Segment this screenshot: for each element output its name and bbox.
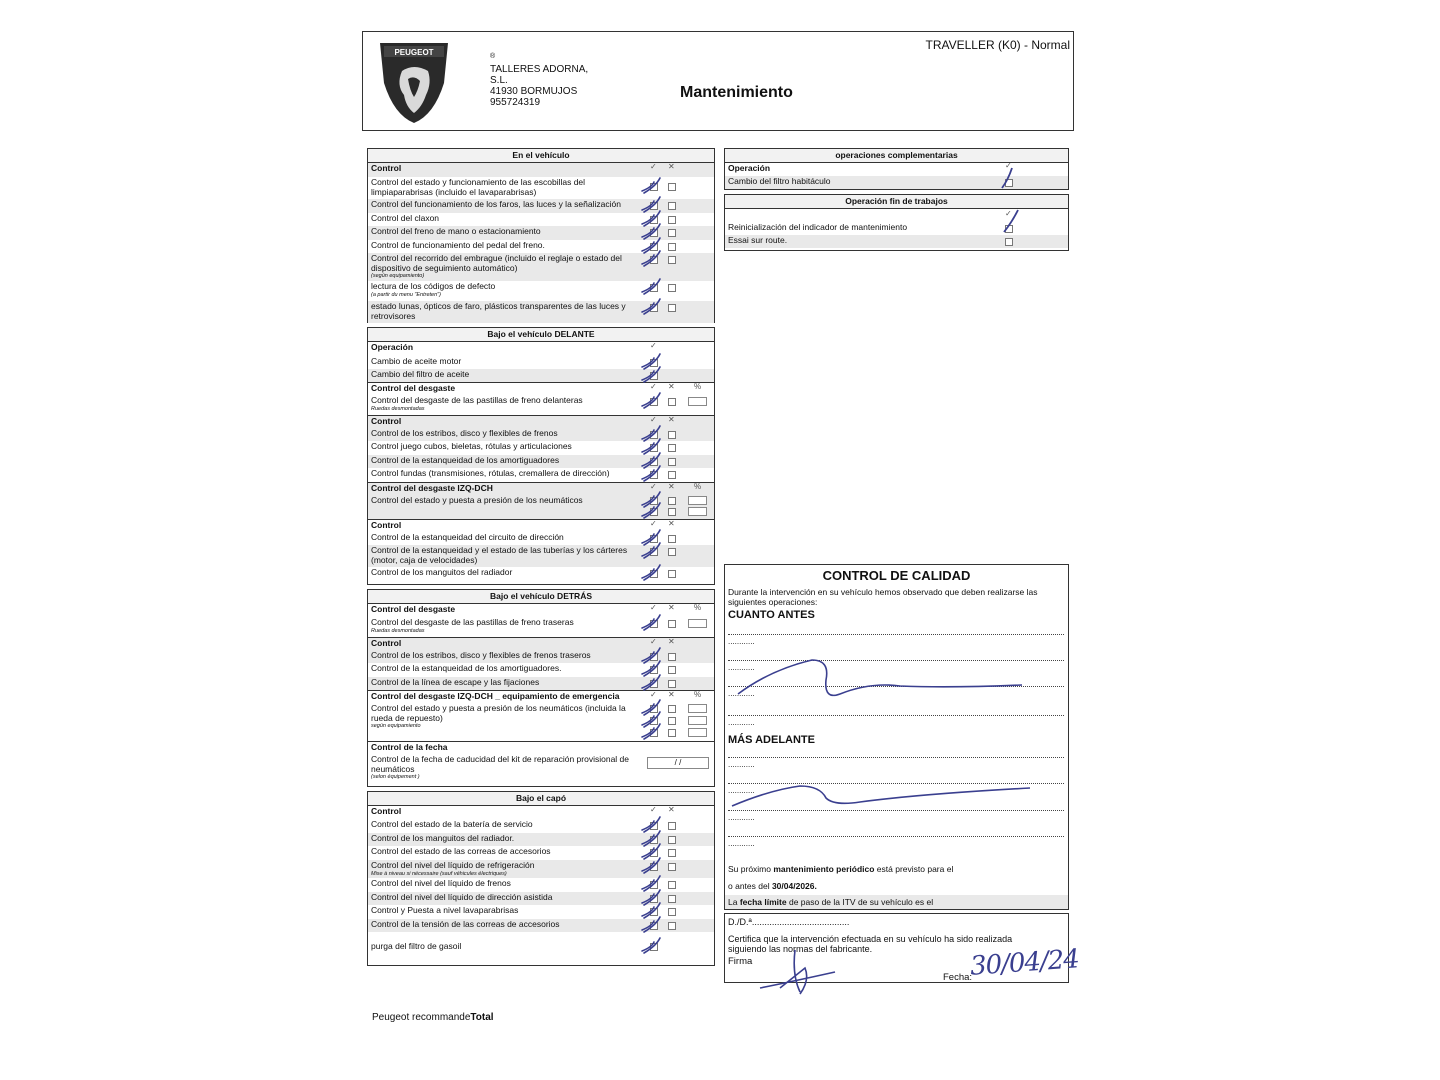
percent-field[interactable] [688,496,707,505]
itv-text [725,895,1068,909]
row-label: purga del filtro de gasoil [371,941,462,951]
ok-checkbox[interactable] [650,943,658,951]
section-en-el-vehiculo [367,148,715,323]
fail-checkbox[interactable] [668,836,676,844]
row-note: Ruedas desmontadas [371,405,425,412]
logo-text: PEUGEOT [394,48,434,57]
percent-label: % [694,382,702,391]
row-note: Ruedas desmontadas [371,627,425,634]
percent-field[interactable] [688,397,707,406]
table-row [368,878,714,892]
table-row [368,932,714,962]
quality-title: CONTROL DE CALIDAD [822,568,971,583]
table-row [368,650,714,663]
ok-checkbox[interactable] [650,398,658,406]
row-label: Control del estado y puesta a presión de los neumáticos (incluida la rueda de repuesto) [371,703,626,723]
dotted-short: ............ [728,663,755,672]
row-heading [368,519,714,532]
table-row [725,176,1068,189]
fail-checkbox[interactable] [668,284,676,292]
ok-checkbox[interactable] [650,570,658,578]
row-label: Control del nivel del líquido de frenos [371,878,511,888]
check-mark-icon: ✓ [650,637,657,646]
row-heading [368,163,714,177]
table-row [368,567,714,580]
table-row [368,532,714,545]
ok-checkbox[interactable] [650,822,658,830]
check-mark-icon: ✓ [1005,161,1012,170]
section-bajo-detras [367,589,715,787]
row-label: Control del desgaste de las pastillas de freno traseras [371,617,574,627]
table-row [368,281,714,301]
section-title: Bajo el vehículo DELANTE [368,328,714,342]
ok-checkbox[interactable] [650,243,658,251]
fail-checkbox[interactable] [668,849,676,857]
row-label: Control de los manguitos del radiador [371,567,513,577]
row-label: Control fundas (transmisiones, rótulas, cremallera de dirección) [371,468,610,478]
check-mark-icon: ✓ [650,482,657,491]
row-heading [368,342,714,356]
ok-checkbox[interactable] [650,849,658,857]
row-label: Control del estado y puesta a presión de los neumáticos [371,495,583,505]
row-label: Control de los estribos, disco y flexibles de frenos [371,428,558,438]
fail-checkbox[interactable] [668,620,676,628]
ok-checkbox[interactable] [650,372,658,380]
fail-checkbox[interactable] [668,729,676,737]
ok-checkbox[interactable] [650,666,658,674]
fail-checkbox[interactable] [668,431,676,439]
ok-checkbox[interactable] [650,216,658,224]
fail-checkbox[interactable] [668,653,676,661]
row-heading [368,604,714,617]
fail-checkbox[interactable] [668,680,676,688]
fail-checkbox[interactable] [668,497,676,505]
row-label: Control de la estanqueidad del circuito de dirección [371,532,564,542]
dotted-line [728,660,1064,661]
cross-mark-icon: ✕ [668,519,675,528]
cross-mark-icon: ✕ [668,415,675,424]
dotted-line [728,783,1064,784]
dotted-line [728,836,1064,837]
fail-checkbox[interactable] [668,216,676,224]
row-label: Cambio del filtro habitáculo [728,176,831,186]
table-row [368,468,714,482]
table-row [368,677,714,690]
check-mark-icon: ✓ [650,382,657,391]
table-row [368,703,714,741]
row-note: (selon équipement ) [371,774,420,780]
row-label: Control del desgaste [371,604,456,614]
fail-checkbox[interactable] [668,508,676,516]
dotted-short: ............ [728,718,755,727]
section-title: Bajo el capó [368,792,714,806]
cuanto-antes-label: CUANTO ANTES [728,609,815,621]
row-label: Control de los estribos, disco y flexibles de frenos traseros [371,650,591,660]
row-heading [725,163,1068,176]
table-row [368,905,714,919]
dotted-short: ............ [728,760,755,769]
row-note: Mise à niveau si nécessaire (sauf véhicules électriques) [371,870,507,877]
row-label: Cambio de aceite motor [371,356,462,366]
fail-checkbox[interactable] [668,822,676,830]
certify-text: Certifica que la intervención efectuada en su vehículo ha sido realizada siguiendo las normas del fabricante. [728,934,1013,954]
row-label: Control [371,638,402,648]
row-label: Control del freno de mano o estacionamiento [371,226,541,236]
cross-mark-icon: ✕ [668,603,675,612]
table-row [368,455,714,468]
row-label: Control [371,806,402,816]
table-row [368,226,714,240]
text-part: La [728,897,740,907]
dotted-short: ............ [728,637,755,646]
row-label: Essai sur route. [728,235,788,245]
dotted-line [728,686,1064,687]
percent-field[interactable] [688,716,707,725]
row-note: según equipamiento [371,723,421,729]
percent-field[interactable] [688,507,707,516]
table-row [368,846,714,860]
fail-checkbox[interactable] [668,908,676,916]
table-row [368,356,714,369]
fail-checkbox[interactable] [668,881,676,889]
section-bajo-delante [367,327,715,585]
document-header [362,31,1074,131]
row-label: Control del desgaste [371,383,456,393]
next-maintenance-text [728,864,953,874]
table-row [368,240,714,253]
dotted-short: ............ [728,839,755,848]
ok-checkbox[interactable] [650,183,658,191]
cross-mark-icon: ✕ [668,482,675,491]
cross-mark-icon: ✕ [668,382,675,391]
row-heading [368,482,714,495]
percent-field[interactable] [688,619,707,628]
page-title: Mantenimiento [680,84,793,101]
ok-checkbox[interactable] [650,705,658,713]
ok-checkbox[interactable] [650,304,658,312]
table-row [368,663,714,677]
table-row [368,833,714,846]
text-bold: fecha límite [739,897,787,907]
row-heading [368,690,714,703]
row-label: Control de la estanqueidad de los amortiguadores. [371,663,562,673]
dotted-line [728,810,1064,811]
garage-line: TALLERES ADORNA, [490,64,589,75]
table-row [368,892,714,905]
ok-checkbox[interactable] [650,508,658,516]
table-row [368,495,714,519]
dotted-line [728,757,1064,758]
ok-checkbox[interactable] [650,680,658,688]
check-mark-icon: ✓ [650,341,657,350]
check-mark-icon: ✓ [650,690,657,699]
ok-checkbox[interactable] [1005,238,1013,246]
ok-checkbox[interactable] [650,653,658,661]
maintenance-date: 30/04/2026. [771,881,817,891]
table-row [368,395,714,415]
row-label: Operación [371,342,414,352]
text-part: de paso de la ITV de su vehículo es el [786,897,934,907]
handwritten-date: 30/04/24 [969,944,1080,982]
cross-mark-icon: ✕ [668,805,675,814]
table-row [368,213,714,226]
row-heading [368,382,714,395]
table-row [368,441,714,455]
row-label: Control [371,416,402,426]
row-label: Control de los manguitos del radiador. [371,833,515,843]
fecha-label: Fecha: [943,972,973,983]
check-mark-icon: ✓ [650,805,657,814]
fail-checkbox[interactable] [668,304,676,312]
table-row [368,301,714,323]
check-mark-icon: ✓ [650,415,657,424]
registered-mark: ® [490,53,496,60]
check-mark-icon: ✓ [650,162,657,171]
row-label: estado lunas, ópticos de faro, plásticos transparentes de las luces y retrovisores [371,301,626,321]
row-label: Control de la estanqueidad de los amortiguadores [371,455,560,465]
ok-checkbox[interactable] [650,922,658,930]
ok-checkbox[interactable] [650,535,658,543]
row-label: Control del funcionamiento de los faros, las luces y la señalización [371,199,621,209]
firma-label: Firma [728,956,753,967]
next-maintenance-date [728,881,817,891]
fail-checkbox[interactable] [668,183,676,191]
section-title: operaciones complementarias [725,149,1068,163]
fail-checkbox[interactable] [668,229,676,237]
row-label: Control de la tensión de las correas de accesorios [371,919,560,929]
check-mark-icon: ✓ [1005,209,1012,218]
peugeot-logo-icon [374,37,454,127]
cross-mark-icon: ✕ [668,162,675,171]
check-mark-icon: ✓ [650,519,657,528]
footer-brand: Total [470,1012,494,1023]
ok-checkbox[interactable] [650,284,658,292]
table-row [368,428,714,441]
fail-checkbox[interactable] [668,548,676,556]
dotted-short: ............ [728,786,755,795]
section-title: Operación fin de trabajos [725,195,1068,209]
text-part: está previsto para el [874,864,954,874]
row-label: Control [371,520,402,530]
row-label: Control del estado de la batería de servicio [371,819,533,829]
ok-checkbox[interactable] [650,359,658,367]
section-title: Bajo el vehículo DETRÁS [368,590,714,604]
text-part: o antes del [728,881,772,891]
ok-checkbox[interactable] [650,729,658,737]
row-label: Control de la fecha de caducidad del kit de reparación provisional de neumáticos [371,754,629,774]
percent-label: % [694,603,702,612]
table-row [368,617,714,637]
table-row [368,177,714,199]
row-label: Control del nivel del líquido de dirección asistida [371,892,553,902]
table-row [368,253,714,281]
fail-checkbox[interactable] [668,895,676,903]
ok-checkbox[interactable] [650,229,658,237]
percent-field[interactable] [688,704,707,713]
footer-text [372,1012,494,1023]
text-bold: mantenimiento periódico [773,864,875,874]
fail-checkbox[interactable] [668,471,676,479]
percent-label: % [694,482,702,491]
fail-checkbox[interactable] [668,666,676,674]
row-label: Control de la estanqueidad y el estado de las tuberías y los cárteres (motor, caja de velocidades) [371,545,628,565]
cross-mark-icon: ✕ [668,637,675,646]
ok-checkbox[interactable] [650,497,658,505]
row-label: Control juego cubos, bieletas, rótulas y articulaciones [371,441,572,451]
row-label: Control del claxon [371,213,440,223]
fail-checkbox[interactable] [668,398,676,406]
garage-line: S.L. [490,75,508,86]
fail-checkbox[interactable] [668,243,676,251]
row-label: Control del recorrido del embrague (incluido el reglaje o estado del dispositivo de seguimiento automático) [371,253,622,273]
dotted-line [728,715,1064,716]
row-label: lectura de los códigos de defecto [371,281,496,291]
table-row [368,199,714,213]
ok-checkbox[interactable] [1005,225,1013,233]
fail-checkbox[interactable] [668,717,676,725]
table-row [368,545,714,567]
row-heading [368,741,714,754]
table-row [368,754,714,784]
row-label: Control y Puesta a nivel lavaparabrisas [371,905,519,915]
table-row [368,369,714,382]
expiry-date-field[interactable]: / / [647,757,709,769]
garage-address [490,64,588,108]
section-certifica [724,913,1080,983]
row-heading [368,415,714,428]
ok-checkbox[interactable] [650,908,658,916]
row-label: Control del desgaste de las pastillas de freno delanteras [371,395,583,405]
fail-checkbox[interactable] [668,458,676,466]
row-label: Control de la línea de escape y las fijaciones [371,677,540,687]
row-label: Operación [728,163,771,173]
table-row [368,919,714,932]
cross-mark-icon: ✕ [668,690,675,699]
row-label: Reinicialización del indicador de mantenimiento [728,222,908,232]
section-title: En el vehículo [368,149,714,163]
row-note: (a partir du menu "Entreten") [371,291,441,298]
quality-intro: Durante la intervención en su vehículo hemos observado que deben realizarse las siguientes operaciones: [728,587,1038,607]
ok-checkbox[interactable] [650,202,658,210]
ok-checkbox[interactable] [650,895,658,903]
fail-checkbox[interactable] [668,922,676,930]
ok-checkbox[interactable] [650,548,658,556]
row-note: (según equipamiento) [371,273,425,279]
fail-checkbox[interactable] [668,202,676,210]
row-heading [368,806,714,819]
garage-line: 955724319 [490,97,541,108]
ok-checkbox[interactable] [1005,179,1013,187]
row-label: Control de funcionamiento del pedal del freno. [371,240,545,250]
ok-checkbox[interactable] [650,458,658,466]
ok-checkbox[interactable] [650,471,658,479]
table-row [368,860,714,878]
section-bajo-capo [367,791,715,966]
row-label: Control del desgaste IZQ-DCH [371,483,493,493]
ok-checkbox[interactable] [650,717,658,725]
row-label: Control del nivel del líquido de refrigeración [371,860,535,870]
ok-checkbox[interactable] [650,431,658,439]
dd-label: D./D.ª....................................... [728,917,850,927]
vehicle-model: TRAVELLER (K0) - Normal [925,38,1070,52]
dotted-line [728,634,1064,635]
percent-field[interactable] [688,728,707,737]
spacer-row [725,209,1068,222]
row-label: Control [371,163,402,173]
ok-checkbox[interactable] [650,620,658,628]
ok-checkbox[interactable] [650,444,658,452]
check-mark-icon: ✓ [650,603,657,612]
row-label: Control del estado y funcionamiento de las escobillas del limpiaparabrisas (incluido el lavaparabrisas) [371,177,586,197]
mas-adelante-label: MÁS ADELANTE [728,734,815,746]
section-fin-trabajos [724,194,1069,251]
row-label: Cambio del filtro de aceite [371,369,470,379]
percent-label: % [694,690,702,699]
ok-checkbox[interactable] [650,863,658,871]
table-row [725,222,1068,235]
row-label: Control de la fecha [371,742,448,752]
ok-checkbox[interactable] [650,881,658,889]
garage-line: 41930 BORMUJOS [490,86,578,97]
text-part: Su próximo [728,864,774,874]
fail-checkbox[interactable] [668,705,676,713]
dotted-short: ............ [728,689,755,698]
dotted-short: ............ [728,813,755,822]
fail-checkbox[interactable] [668,570,676,578]
ok-checkbox[interactable] [650,256,658,264]
fail-checkbox[interactable] [668,256,676,264]
fail-checkbox[interactable] [668,535,676,543]
table-row [368,819,714,833]
row-label: Control del estado de las correas de accesorios [371,846,551,856]
row-label: Control del desgaste IZQ-DCH _ equipamiento de emergencia [371,691,620,701]
fail-checkbox[interactable] [668,444,676,452]
section-control-calidad [724,564,1069,910]
fail-checkbox[interactable] [668,863,676,871]
table-row [725,235,1068,248]
section-complementarias [724,148,1069,190]
footer-prefix: Peugeot recommande [372,1012,471,1023]
ok-checkbox[interactable] [650,836,658,844]
row-heading [368,637,714,650]
